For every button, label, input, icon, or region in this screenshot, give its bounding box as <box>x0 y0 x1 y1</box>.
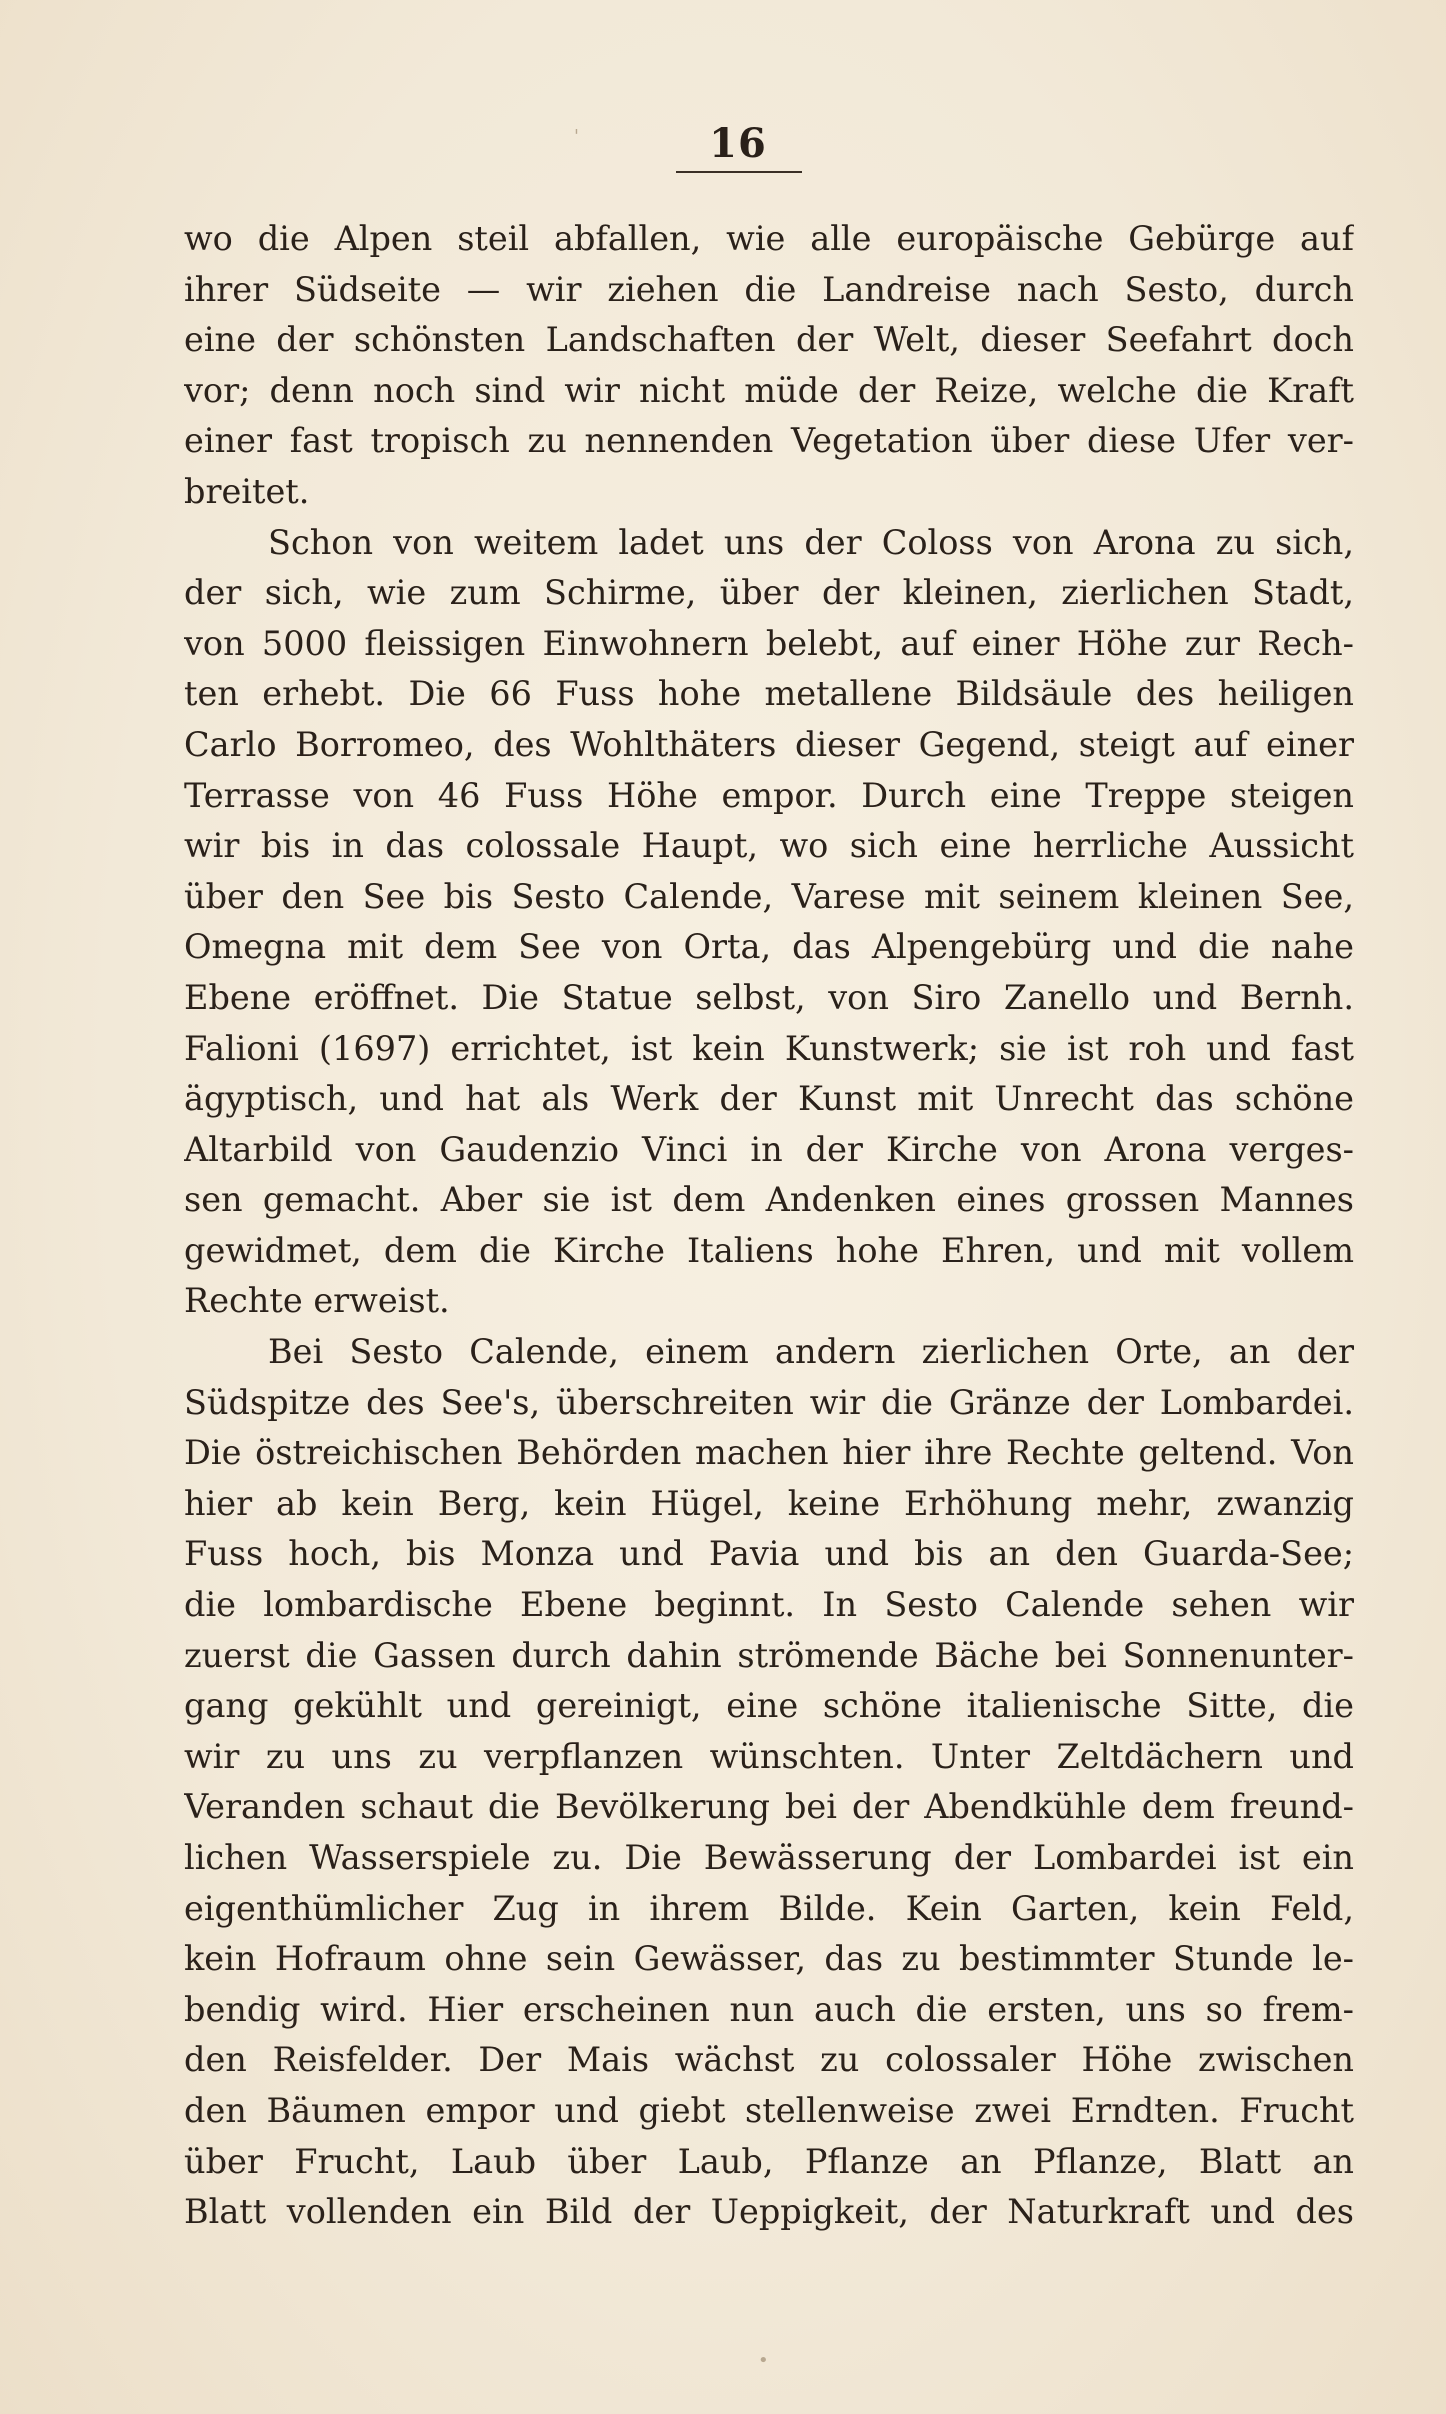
text-line: über den See bis Sesto Calende, Varese mit seinem kleinen See, <box>184 876 1354 916</box>
header-rule <box>676 171 802 173</box>
text-line: eigenthümlicher Zug in ihrem Bilde. Kein Garten, kein Feld, <box>184 1888 1354 1928</box>
text-line: wir zu uns zu verpflanzen wünschten. Unter Zeltdächern und <box>184 1736 1354 1776</box>
text-line: bendig wird. Hier erscheinen nun auch die ersten, uns so frem- <box>184 1989 1354 2029</box>
text-line: über Frucht, Laub über Laub, Pflanze an Pflanze, Blatt an <box>184 2141 1354 2181</box>
text-line: Terrasse von 46 Fuss Höhe empor. Durch eine Treppe steigen <box>184 775 1354 815</box>
text-line: Carlo Borromeo, des Wohlthäters dieser Gegend, steigt auf einer <box>184 724 1354 764</box>
text-line: ten erhebt. Die 66 Fuss hohe metallene Bildsäule des heiligen <box>184 674 1354 714</box>
text-line: den Bäumen empor und giebt stellenweise zwei Erndten. Frucht <box>184 2090 1354 2130</box>
text-line: zuerst die Gassen durch dahin strömende Bäche bei Sonnenunter- <box>184 1635 1354 1675</box>
text-line: hier ab kein Berg, kein Hügel, keine Erhöhung mehr, zwanzig <box>184 1483 1354 1523</box>
text-line: Falioni (1697) errichtet, ist kein Kunstwerk; sie ist roh und fast <box>184 1028 1354 1068</box>
text-line: ihrer Südseite — wir ziehen die Landreise nach Sesto, durch <box>184 269 1354 309</box>
text-line: Altarbild von Gaudenzio Vinci in der Kirche von Arona verges- <box>184 1129 1354 1169</box>
text-line: einer fast tropisch zu nennenden Vegetation über diese Ufer ver- <box>184 421 1354 461</box>
paper-speck: ' <box>574 126 579 147</box>
text-line: eine der schönsten Landschaften der Welt, dieser Seefahrt doch <box>184 320 1354 360</box>
text-line: Rechte erweist. <box>184 1281 450 1321</box>
text-line: gewidmet, dem die Kirche Italiens hohe Ehren, und mit vollem <box>184 1230 1354 1270</box>
text-line: den Reisfelder. Der Mais wächst zu colossaler Höhe zwischen <box>184 2040 1354 2080</box>
text-line: Veranden schaut die Bevölkerung bei der Abendkühle dem freund- <box>184 1787 1354 1827</box>
text-line: lichen Wasserspiele zu. Die Bewässerung der Lombardei ist ein <box>184 1838 1354 1877</box>
text-line: Bei Sesto Calende, einem andern zierlichen Orte, an der <box>268 1332 1354 1372</box>
text-line: Blatt vollenden ein Bild der Ueppigkeit, der Naturkraft und des <box>184 2192 1354 2232</box>
text-line: Schon von weitem ladet uns der Coloss von Arona zu sich, <box>268 522 1354 562</box>
text-line: sen gemacht. Aber sie ist dem Andenken eines grossen Mannes <box>184 1180 1354 1220</box>
page-number: 16 <box>709 120 767 167</box>
text-line: Fuss hoch, bis Monza und Pavia und bis an den Guarda-See; <box>184 1534 1354 1574</box>
text-line: Omegna mit dem See von Orta, das Alpengebürg und die nahe <box>184 927 1354 967</box>
text-line: Die östreichischen Behörden machen hier ihre Rechte geltend. Von <box>184 1433 1354 1473</box>
text-line: Südspitze des See's, überschreiten wir die Gränze der Lombardei. <box>184 1382 1354 1422</box>
text-line: Ebene eröffnet. Die Statue selbst, von Siro Zanello und Bernh. <box>184 977 1354 1017</box>
text-line: kein Hofraum ohne sein Gewässer, das zu bestimmter Stunde le- <box>184 1939 1354 1979</box>
text-line: gang gekühlt und gereinigt, eine schöne italienische Sitte, die <box>184 1686 1354 1726</box>
text-line: ägyptisch, und hat als Werk der Kunst mit Unrecht das schöne <box>184 1079 1354 1119</box>
text-line: die lombardische Ebene beginnt. In Sesto Calende sehen wir <box>184 1585 1354 1625</box>
text-line: der sich, wie zum Schirme, über der kleinen, zierlichen Stadt, <box>184 573 1354 613</box>
text-line: vor; denn noch sind wir nicht müde der Reize, welche die Kraft <box>184 370 1354 410</box>
text-line: wo die Alpen steil abfallen, wie alle europäische Gebürge auf <box>184 219 1354 258</box>
paper-speck: • <box>758 2350 769 2371</box>
text-line: wir bis in das colossale Haupt, wo sich eine herrliche Aussicht <box>184 826 1354 866</box>
text-line: breitet. <box>184 471 310 511</box>
text-line: von 5000 fleissigen Einwohnern belebt, auf einer Höhe zur Rech- <box>184 623 1354 663</box>
body-text <box>184 214 1354 2238</box>
